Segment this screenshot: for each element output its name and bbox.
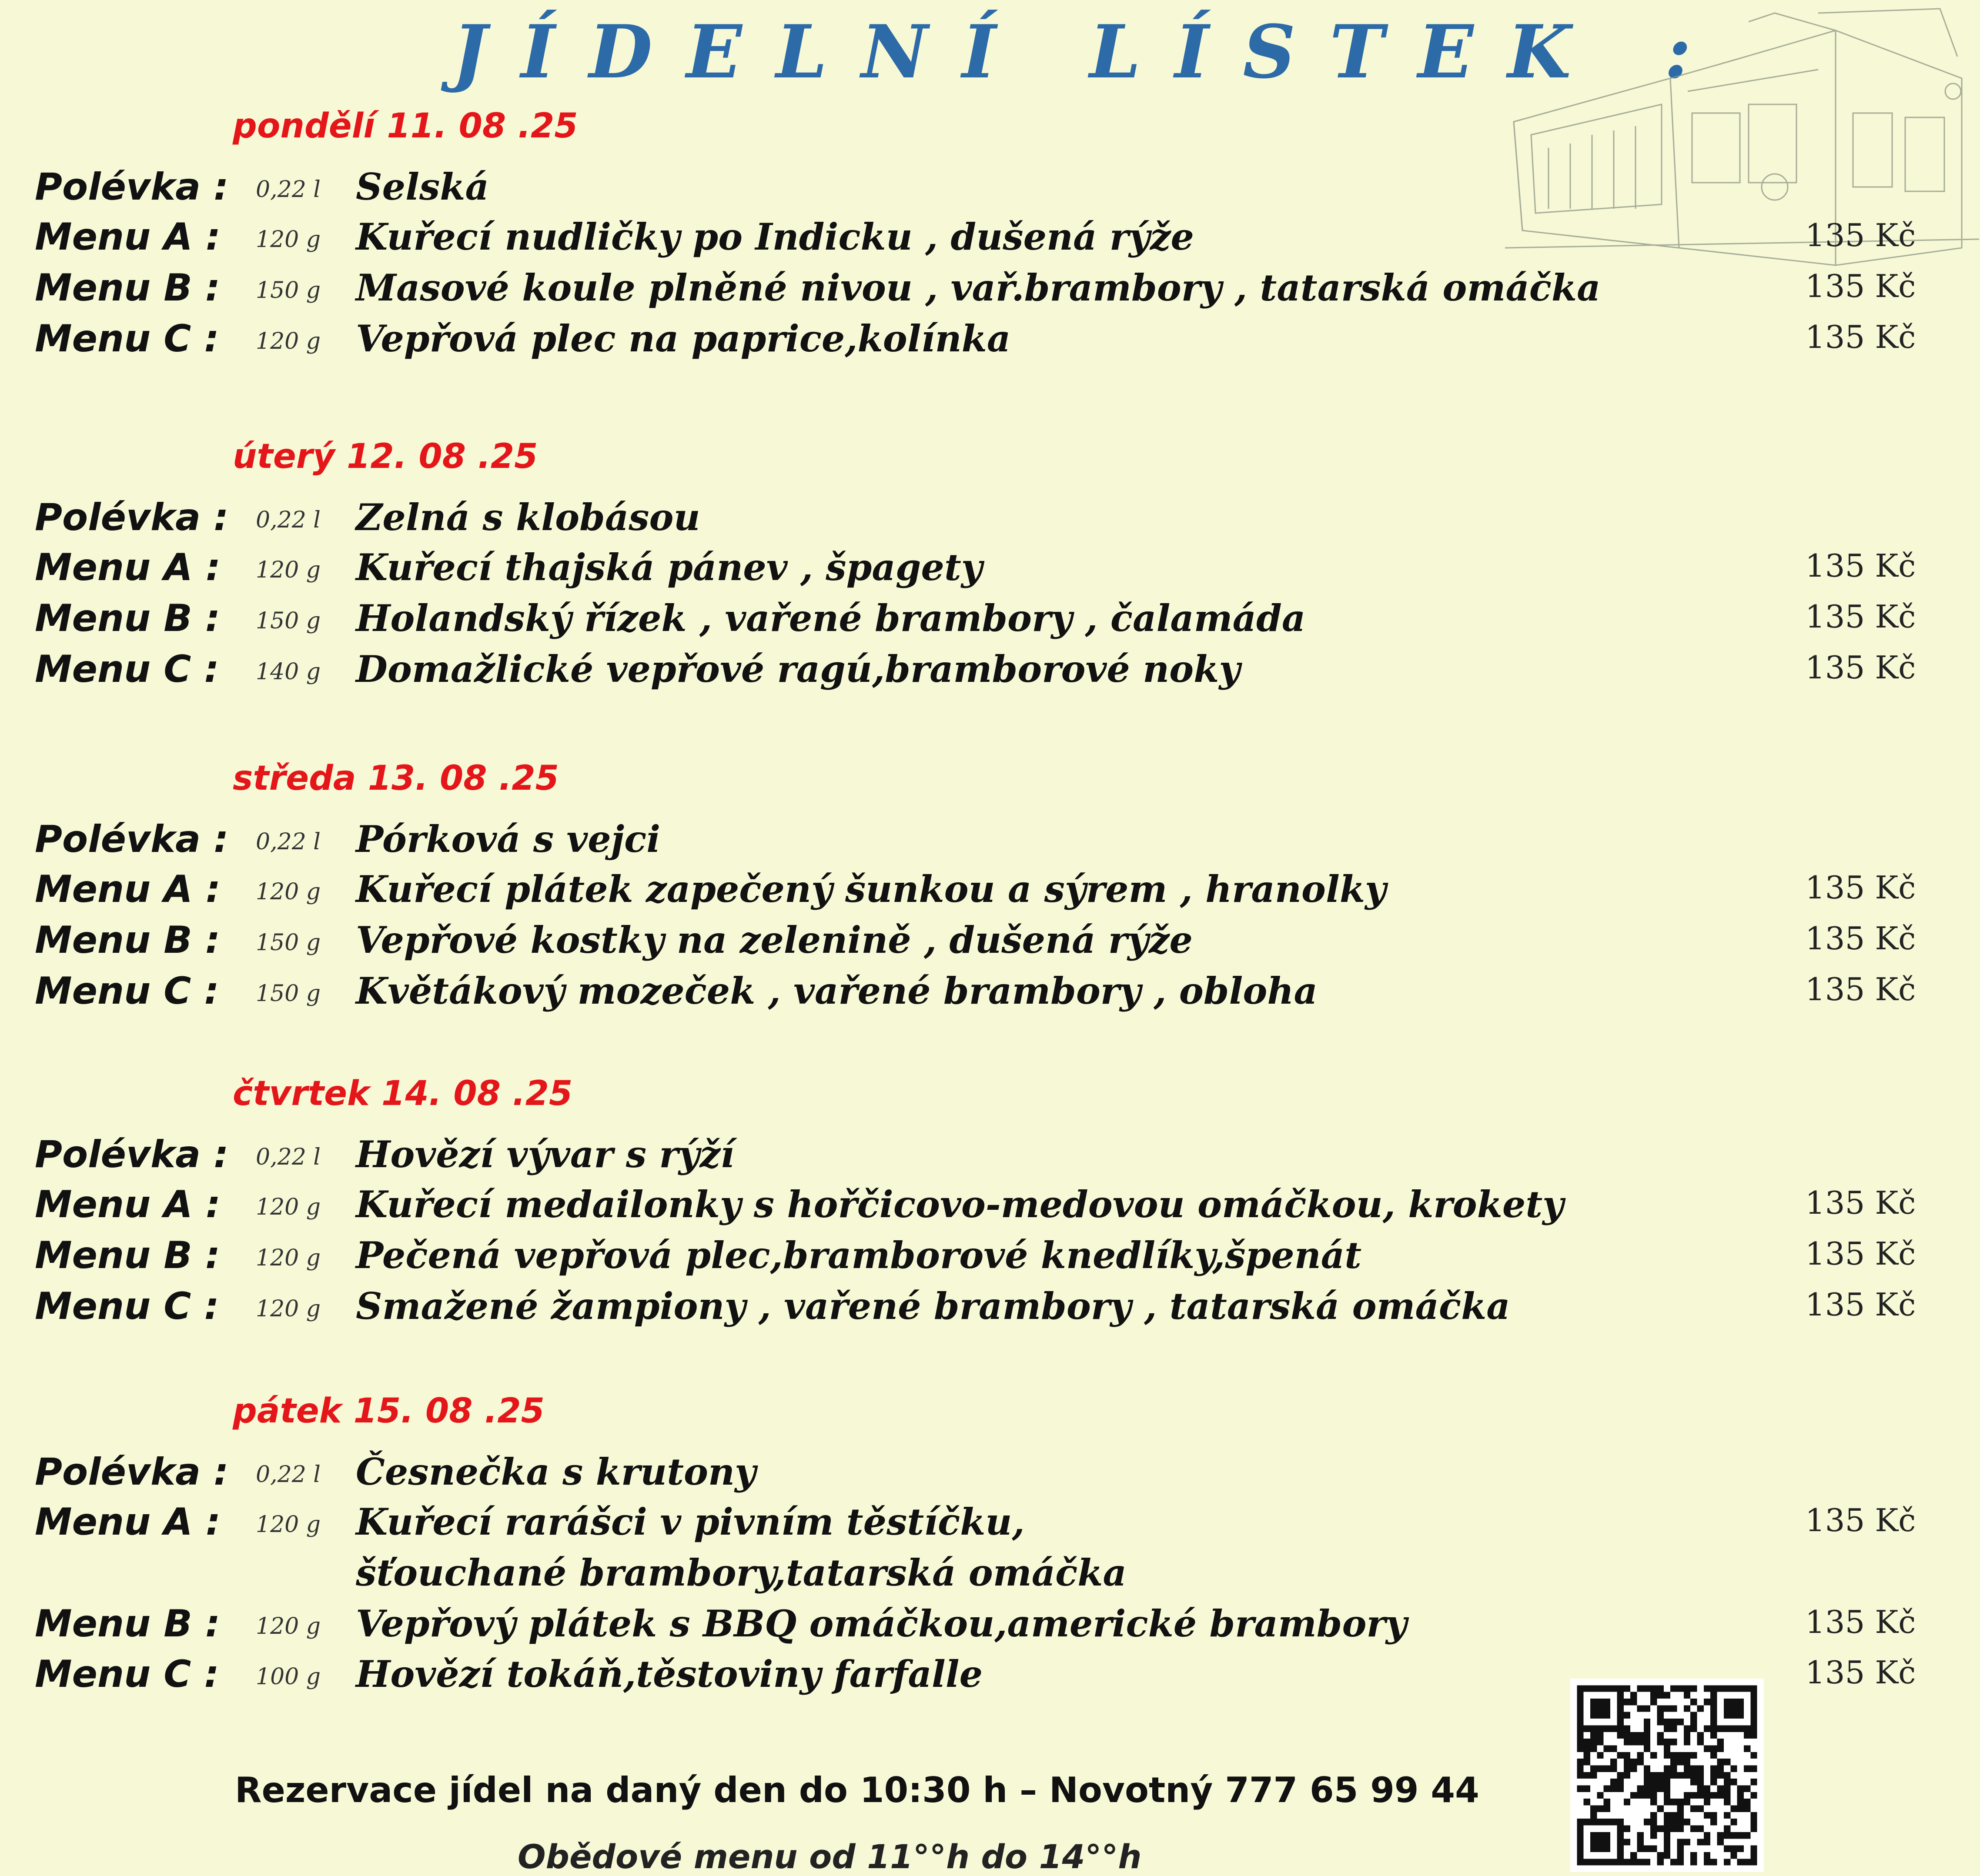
day-heading: středa 13. 08 .25 [233, 759, 559, 798]
course-label: Menu B : [35, 266, 221, 310]
portion-size: 120 g [256, 1296, 321, 1322]
menu-row [0, 648, 1980, 698]
portion-size: 150 g [256, 930, 321, 956]
portion-size: 120 g [256, 1245, 321, 1271]
course-label: Polévka : [35, 1450, 229, 1494]
course-label: Menu C : [35, 648, 219, 691]
portion-size: 0,22 l [256, 829, 321, 855]
portion-size: 100 g [256, 1664, 321, 1690]
menu-row [0, 1133, 1980, 1184]
course-label: Menu C : [35, 969, 219, 1013]
day-heading: čtvrtek 14. 08 .25 [233, 1074, 573, 1113]
course-label: Polévka : [35, 1133, 229, 1176]
price: 135 Kč [1805, 268, 1916, 304]
dish-name: Hovězí tokáň,těstoviny farfalle [356, 1652, 983, 1696]
dish-name: Kuřecí medailonky s hořčicovo-medovou omáčkou, krokety [356, 1183, 1564, 1226]
lunch-hours: Obědové menu od 11°°h do 14°°h [518, 1837, 1142, 1876]
price: 135 Kč [1805, 971, 1916, 1008]
portion-size: 120 g [256, 879, 321, 905]
course-label: Menu B : [35, 597, 221, 640]
portion-size: 120 g [256, 328, 321, 354]
course-label: Menu B : [35, 918, 221, 962]
menu-row [0, 496, 1980, 547]
portion-size: 0,22 l [256, 507, 321, 533]
dish-name: Selská [356, 165, 489, 208]
dish-name: Květákový mozeček , vařené brambory , obloha [356, 969, 1318, 1012]
course-label: Menu A : [35, 546, 221, 589]
price: 135 Kč [1805, 1286, 1916, 1323]
portion-size: 150 g [256, 277, 321, 304]
portion-size: 120 g [256, 1512, 321, 1538]
course-label: Menu A : [35, 215, 221, 259]
menu-row [0, 215, 1980, 266]
price: 135 Kč [1805, 1604, 1916, 1640]
price: 135 Kč [1805, 598, 1916, 635]
dish-name: Hovězí vývar s rýží [356, 1133, 735, 1176]
portion-size: 120 g [256, 1613, 321, 1639]
dish-name: Pórková s vejci [356, 818, 661, 861]
menu-row [0, 317, 1980, 368]
price: 135 Kč [1805, 920, 1916, 957]
menu-row [0, 266, 1980, 317]
portion-size: 120 g [256, 227, 321, 253]
page-title: JÍDELNÍ LÍSTEK : [452, 9, 1726, 95]
portion-size: 0,22 l [256, 1462, 321, 1488]
menu-row [0, 546, 1980, 597]
price: 135 Kč [1805, 1654, 1916, 1691]
dish-name: Kuřecí plátek zapečený šunkou a sýrem , hranolky [356, 868, 1386, 911]
menu-row [0, 1500, 1980, 1594]
menu-row [0, 868, 1980, 918]
course-label: Menu A : [35, 868, 221, 911]
dish-name: Zelná s klobásou [356, 496, 700, 539]
course-label: Menu B : [35, 1234, 221, 1277]
portion-size: 120 g [256, 1194, 321, 1220]
dish-name-continued: šťouchané brambory,tatarská omáčka [356, 1551, 1127, 1594]
price: 135 Kč [1805, 649, 1916, 686]
course-label: Menu A : [35, 1183, 221, 1226]
menu-row [0, 1602, 1980, 1653]
menu-row [0, 818, 1980, 868]
dish-name: Domažlické vepřové ragú,bramborové noky [356, 648, 1241, 691]
dish-name: Holandský řízek , vařené brambory , čalamáda [356, 597, 1306, 640]
course-label: Polévka : [35, 496, 229, 539]
dish-name: Smažené žampiony , vařené brambory , tatarská omáčka [356, 1285, 1510, 1328]
day-heading: pondělí 11. 08 .25 [233, 107, 578, 146]
menu-row [0, 1183, 1980, 1234]
menu-row [0, 969, 1980, 1020]
menu-row [0, 165, 1980, 216]
dish-name: Masové koule plněné nivou , vař.brambory , tatarská omáčka [356, 266, 1601, 309]
menu-row [0, 918, 1980, 969]
dish-name: Česnečka s krutony [356, 1450, 756, 1493]
portion-size: 120 g [256, 557, 321, 583]
course-label: Polévka : [35, 165, 229, 209]
dish-name: Vepřová plec na paprice,kolínka [356, 317, 1011, 360]
menu-row [0, 1285, 1980, 1335]
reservation-note: Rezervace jídel na daný den do 10:30 h – Novotný 777 65 99 44 [235, 1770, 1479, 1810]
menu-row [0, 1450, 1980, 1501]
dish-name: Vepřové kostky na zelenině , dušená rýže [356, 918, 1193, 961]
price: 135 Kč [1805, 1185, 1916, 1221]
day-heading: úterý 12. 08 .25 [233, 437, 538, 476]
price: 135 Kč [1805, 319, 1916, 355]
course-label: Polévka : [35, 818, 229, 861]
course-label: Menu C : [35, 1285, 219, 1328]
portion-size: 150 g [256, 608, 321, 634]
price: 135 Kč [1805, 217, 1916, 254]
dish-name: Vepřový plátek s BBQ omáčkou,americké brambory [356, 1602, 1407, 1645]
menu-row [0, 1234, 1980, 1285]
portion-size: 0,22 l [256, 177, 321, 203]
price: 135 Kč [1805, 547, 1916, 584]
dish-name: Kuřecí rarášci v pivním těstíčku, [356, 1500, 1025, 1543]
price: 135 Kč [1805, 1502, 1916, 1539]
price: 135 Kč [1805, 869, 1916, 906]
course-label: Menu A : [35, 1500, 221, 1544]
menu-row [0, 597, 1980, 648]
course-label: Menu C : [35, 1652, 219, 1696]
portion-size: 140 g [256, 659, 321, 685]
dish-name: Pečená vepřová plec,bramborové knedlíky,špenát [356, 1234, 1362, 1277]
portion-size: 150 g [256, 981, 321, 1007]
dish-name: Kuřecí thajská pánev , špagety [356, 546, 983, 589]
dish-name: Kuřecí nudličky po Indicku , dušená rýže [356, 215, 1194, 258]
portion-size: 0,22 l [256, 1144, 321, 1170]
course-label: Menu C : [35, 317, 219, 361]
day-heading: pátek 15. 08 .25 [233, 1392, 545, 1431]
price: 135 Kč [1805, 1235, 1916, 1272]
course-label: Menu B : [35, 1602, 221, 1646]
qr-code[interactable] [1570, 1679, 1764, 1872]
